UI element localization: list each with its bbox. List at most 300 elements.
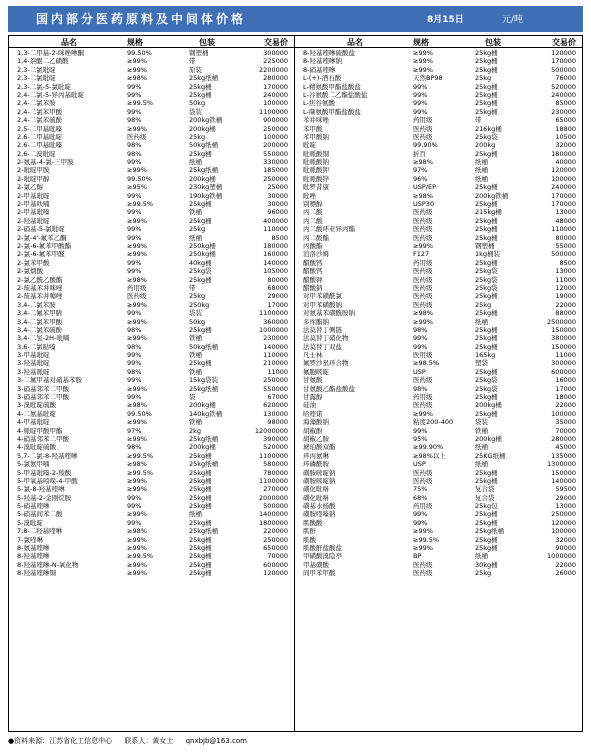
row-name: 琥珀酸双酯 (303, 443, 336, 452)
row-name: 8-羟基喹啉硫酸盐 (303, 49, 355, 57)
row-name: 2-氯乙醇 (17, 183, 43, 192)
row-spec: ≥99% (127, 569, 147, 578)
row-name: 2,4-二氯苯硫酚 (17, 116, 63, 125)
row-pack: 25kg桶 (189, 485, 212, 494)
table-row (295, 234, 582, 242)
row-spec: ≥99% (413, 544, 433, 553)
row-name: 多库酯钠 (303, 317, 329, 326)
row-name: 2-巯基苯并噻唑 (17, 292, 63, 301)
row-spec: ≥98% (127, 74, 147, 83)
table-row (295, 460, 582, 468)
row-pack: 25kg纸桶 (189, 460, 219, 469)
row-name: 醋酸钙 (303, 258, 323, 267)
row-name: 2,3-二氯吡啶 (17, 74, 56, 83)
table-row (295, 267, 582, 275)
row-pack: 25kg (189, 225, 206, 234)
table-row (9, 284, 294, 292)
row-price: 2500000 (547, 317, 576, 326)
row-spec: ≥99% (127, 65, 147, 74)
row-pack: 25kg袋 (475, 283, 498, 292)
table-row (295, 519, 582, 527)
row-price: 29000 (267, 292, 288, 301)
row-spec: 99% (127, 351, 142, 360)
row-name: 苯甲酸 (303, 124, 323, 133)
table-row (295, 410, 582, 418)
row-price: 45000 (555, 443, 576, 452)
table-row (295, 217, 582, 225)
row-price: 1100000 (259, 451, 288, 460)
table-row (9, 334, 294, 342)
row-price: 1100000 (259, 309, 288, 318)
table-row (295, 99, 582, 107)
row-name: 2-硝基-5-氯吡啶 (17, 225, 65, 234)
row-pack: 140kg铁桶 (189, 409, 223, 418)
row-name: 5,7-二氯-8-羟基喹啉 (17, 451, 78, 460)
row-spec: ≥99% (127, 241, 147, 250)
row-spec: 99% (413, 99, 428, 108)
row-pack: 2kg (189, 426, 202, 435)
row-name: 3-硝基邻苯二甲酸 (17, 384, 69, 393)
row-name: 泊洛沙姆 (303, 250, 329, 259)
row-spec: 99% (127, 258, 142, 267)
row-pack: 200kg桶 (189, 124, 216, 133)
row-spec: ≥99% (127, 250, 147, 259)
row-name: 8-氨基喹啉 (17, 544, 50, 553)
row-spec: 99% (413, 334, 428, 343)
row-spec: 99% (127, 267, 142, 276)
row-name: 2-甲基吡啶 (17, 191, 50, 200)
table-row (295, 74, 582, 82)
row-spec: ≥99.5% (413, 535, 440, 544)
table-row (9, 443, 294, 451)
row-pack: 25kg桶 (189, 535, 212, 544)
row-name: 丙二酸环亚异丙酯 (303, 225, 355, 234)
row-name: 2-氯乙酰乙酸酯 (17, 275, 63, 284)
row-name: 2,4-二氯-5-异丙基吡啶 (17, 90, 85, 99)
table-row (295, 527, 582, 535)
table-row (9, 536, 294, 544)
row-spec: ≥99% (413, 317, 433, 326)
row-price: 55000 (555, 241, 576, 250)
row-pack: 215kg桶 (475, 208, 502, 217)
table-row (295, 141, 582, 149)
table-row (295, 418, 582, 426)
row-price: 140000 (263, 342, 288, 351)
row-pack: 25kg桶 (475, 225, 498, 234)
row-spec: 粘度200-400 (413, 418, 454, 427)
table-row (295, 452, 582, 460)
table-row (295, 150, 582, 158)
table-row (9, 150, 294, 158)
table-row (9, 259, 294, 267)
row-spec: 97% (413, 166, 428, 175)
row-spec: 99% (127, 191, 142, 200)
row-name: L-谷氨酸二乙酯盐酸盐 (303, 90, 368, 99)
row-spec: 99% (127, 359, 142, 368)
table-row (295, 208, 582, 216)
row-name: 3,4-二氟苯甲腈 (17, 309, 63, 318)
row-spec: 医药级 (127, 132, 147, 141)
table-row (9, 368, 294, 376)
row-spec: ≥99.5% (127, 99, 154, 108)
row-price: 22000 (555, 560, 576, 569)
row-spec: 医药级 (413, 267, 433, 276)
row-spec: 药用级 (413, 393, 433, 402)
row-price: 2200000 (259, 65, 288, 74)
row-pack: 25kg桶 (189, 544, 212, 553)
row-spec: 95% (413, 434, 428, 443)
row-spec: 药用级 (127, 283, 147, 292)
row-price: 22000 (555, 300, 576, 309)
row-price: 380000 (551, 334, 576, 343)
row-name: 3,4-二氯苯甲酸 (17, 317, 63, 326)
row-name: 吡哌酸铜 (303, 149, 329, 158)
row-name: 1,3-二甲基-2-咪唑啉酮 (17, 49, 85, 57)
row-name: 3,6-二氯哒嗪 (17, 342, 56, 351)
row-price: 40000 (555, 158, 576, 167)
row-name: 甘露醇 (303, 393, 323, 402)
table-row (295, 49, 582, 57)
row-name: 2,6-二溴吡啶 (17, 149, 56, 158)
row-price: 13000 (555, 208, 576, 217)
row-spec: 99.90% (413, 141, 438, 150)
right-panel (295, 36, 582, 731)
row-name: 5-甲基吡嗪-2-羧酸 (17, 468, 72, 477)
table-row (295, 318, 582, 326)
row-pack: 25kg桶 (475, 292, 498, 301)
row-name: 吡罗昔康 (303, 183, 329, 192)
row-price: 250000 (263, 174, 288, 183)
row-spec: 98% (127, 367, 142, 376)
table-row (295, 192, 582, 200)
table-row (295, 477, 582, 485)
row-pack: 25kg桶 (189, 502, 212, 511)
table-row (295, 485, 582, 493)
row-spec: 医药级 (413, 233, 433, 242)
footer-contact: 联系人：黄女士 (124, 737, 174, 745)
row-pack: 纸桶 (475, 166, 488, 175)
row-pack: 25kg包 (475, 502, 498, 511)
row-pack: 铁桶 (475, 426, 488, 435)
table-row (295, 91, 582, 99)
row-price: 180000 (551, 149, 576, 158)
row-spec: 医药级 (413, 300, 433, 309)
row-pack: 复合袋 (475, 485, 495, 494)
row-pack: 200kg桶 (189, 443, 216, 452)
row-name: 3,4-二氢-2H-吡喃 (17, 334, 70, 343)
table-row (295, 552, 582, 560)
row-price: 135000 (551, 451, 576, 460)
row-pack: 25kg桶 (189, 359, 212, 368)
row-price: 200000 (263, 141, 288, 150)
row-pack: 25kg (189, 132, 206, 141)
row-price: 500000 (551, 250, 576, 259)
row-name: 环磷酰胺 (303, 460, 329, 469)
row-pack: 25kg桶 (475, 510, 498, 519)
row-name: 2-氯-6-氟苯甲酸酯 (17, 241, 72, 250)
row-pack: 200kg桶 (475, 401, 502, 410)
row-price: 520000 (263, 443, 288, 452)
table-row (295, 200, 582, 208)
row-name: 甘氨酸 (303, 376, 323, 385)
row-price: 11000 (555, 351, 576, 360)
row-spec: ≥99.5% (127, 200, 154, 209)
row-price: 280000 (263, 74, 288, 83)
row-pack: 25kg桶 (189, 325, 212, 334)
row-price: 2000000 (259, 493, 288, 502)
row-price: 550000 (263, 384, 288, 393)
table-row (9, 116, 294, 124)
row-name: 醋酸钙 (303, 267, 323, 276)
row-price: 270000 (263, 485, 288, 494)
table-row (295, 225, 582, 233)
table-row (9, 343, 294, 351)
row-name: L-(+)-酒石酸 (303, 74, 342, 83)
row-spec: 96% (413, 174, 428, 183)
table-row (9, 427, 294, 435)
row-pack: 250kg桶 (189, 241, 216, 250)
row-name: 对甲苯磺酰氯 (303, 292, 342, 301)
row-name: 海藻酸钠 (303, 418, 329, 427)
table-row (295, 435, 582, 443)
row-price: 80000 (555, 233, 576, 242)
row-pack: 25kg纸桶 (189, 74, 219, 83)
table-row (295, 494, 582, 502)
row-spec: ≥99% (127, 485, 147, 494)
row-spec: 医药级 (413, 216, 433, 225)
row-name: 2-巯基苯并咪唑 (17, 283, 63, 292)
row-spec: ≥99% (127, 124, 147, 133)
row-name: 4-甲基吡啶 (17, 418, 50, 427)
table-row (9, 435, 294, 443)
row-spec: 医药级 (413, 283, 433, 292)
table-row (9, 133, 294, 141)
row-spec: 98% (127, 116, 142, 125)
row-price: 8500 (559, 258, 576, 267)
row-spec: 99% (413, 518, 428, 527)
row-pack: 25kg桶 (475, 57, 498, 66)
table-row (9, 485, 294, 493)
row-pack: 袋装 (189, 107, 202, 116)
row-pack: 纸桶 (475, 174, 488, 183)
row-price: 120000 (551, 49, 576, 57)
row-pack: 25kg桶 (475, 468, 498, 477)
row-spec: F127 (413, 250, 430, 259)
row-spec: ≥98% (127, 460, 147, 469)
row-price: 29000 (555, 493, 576, 502)
row-pack: 铁桶 (189, 351, 202, 360)
table-row (295, 166, 582, 174)
row-price: 390000 (263, 434, 288, 443)
row-pack: 200kg桶 (475, 434, 502, 443)
table-row (295, 326, 582, 334)
row-name: 2-氨基-4-氯-三甲胺 (17, 158, 74, 167)
row-pack: 铁桶 (189, 367, 202, 376)
row-name: 胡椒酚 (303, 426, 323, 435)
row-pack: 25kg桶 (189, 552, 212, 561)
row-spec: ≥98.5% (413, 359, 440, 368)
row-spec: 99% (413, 107, 428, 116)
row-spec: 药用级 (413, 502, 433, 511)
row-pack: 50kg纸桶 (189, 342, 219, 351)
header-price: 交易价 (264, 38, 288, 47)
row-price: 70000 (555, 426, 576, 435)
row-name: 7-氯喹啉 (17, 535, 43, 544)
table-row (295, 57, 582, 65)
table-row (295, 276, 582, 284)
row-price: 780000 (263, 468, 288, 477)
table-row (9, 452, 294, 460)
table-row (9, 183, 294, 191)
page-footer (8, 736, 257, 746)
row-price: 170000 (551, 200, 576, 209)
row-price: 120000 (551, 166, 576, 175)
row-pack: 25kg桶 (189, 468, 212, 477)
row-price: 600000 (263, 560, 288, 569)
row-name: 3-羟基吡啶 (17, 359, 50, 368)
row-pack: 25kg桶 (475, 518, 498, 527)
table-row (9, 99, 294, 107)
row-price: 240000 (551, 183, 576, 192)
row-pack: 50kg (189, 317, 206, 326)
table-row (295, 125, 582, 133)
row-spec: 99% (127, 233, 142, 242)
row-name: 苯甲酸钠 (303, 132, 329, 141)
row-price: 30000 (267, 191, 288, 200)
row-spec: 99% (127, 208, 142, 217)
table-row (9, 83, 294, 91)
row-name: 4-溴吡啶硫酸 (17, 443, 56, 452)
row-pack: 复合袋 (475, 493, 495, 502)
table-row (295, 250, 582, 258)
row-price: 17000 (555, 384, 576, 393)
table-row (295, 343, 582, 351)
row-spec: ≥98% (127, 275, 147, 284)
row-price: 400000 (263, 216, 288, 225)
row-price: 620000 (263, 401, 288, 410)
row-pack: 25kg袋 (475, 384, 498, 393)
row-price: 580000 (263, 460, 288, 469)
row-spec: ≥98% (413, 191, 433, 200)
page-title: 国内部分医药原料及中间体价格 (36, 12, 247, 26)
table-row (295, 83, 582, 91)
row-price: 18800 (555, 124, 576, 133)
row-pack: 带 (189, 57, 196, 66)
row-price: 280000 (551, 434, 576, 443)
row-spec: ≥99% (127, 510, 147, 519)
table-row (9, 217, 294, 225)
row-name: 3,4-二氯苯硫酚 (17, 325, 63, 334)
row-pack: 200kg (475, 141, 496, 150)
row-spec: ≥99% (127, 216, 147, 225)
row-price: 225000 (263, 57, 288, 66)
row-pack: 25kg桶 (189, 518, 212, 527)
header-name: 品名 (347, 38, 363, 47)
row-name: 2-氯烟酸 (17, 267, 43, 276)
row-name: 4-二氨基吡啶 (17, 409, 56, 418)
table-row (9, 200, 294, 208)
row-name: 法莫替丁侧链 (303, 325, 342, 334)
row-spec: 98% (127, 342, 142, 351)
row-name: 醋酸钠 (303, 283, 323, 292)
row-pack: 25kg桶 (189, 493, 212, 502)
right-rows (295, 49, 582, 578)
row-price: 10500 (555, 132, 576, 141)
row-name: 甲磺酸溴隐亭 (303, 552, 342, 561)
row-name: L-缬氨酸甲酯盐酸盐 (303, 107, 361, 116)
row-price: 600000 (551, 367, 576, 376)
row-pack: 25kg桶 (475, 367, 498, 376)
table-row (9, 393, 294, 401)
table-row (295, 376, 582, 384)
row-spec: ≥99% (127, 544, 147, 553)
row-spec: ≥99% (413, 409, 433, 418)
row-pack: 25kg纸桶 (189, 166, 219, 175)
row-pack: 塑袋 (475, 359, 488, 368)
table-row (295, 334, 582, 342)
row-price: 500000 (263, 502, 288, 511)
row-price: 65000 (555, 116, 576, 125)
row-pack: 纸桶 (475, 158, 488, 167)
row-spec: ≥99.5% (127, 552, 154, 561)
row-price: 1100000 (259, 107, 288, 116)
table-row (9, 418, 294, 426)
row-spec: USP (413, 460, 426, 469)
table-row (9, 292, 294, 300)
row-name: 2-氯-4'-氟苯乙酮 (17, 233, 67, 242)
row-pack: 25kg纸桶 (475, 527, 505, 536)
row-pack: 铁桶 (189, 208, 202, 217)
row-name: 3-甲基吡啶 (17, 351, 50, 360)
row-price: 67000 (267, 393, 288, 402)
row-spec: ≥98% (413, 309, 433, 318)
row-name: 吡哌酸锌 (303, 174, 329, 183)
table-row (295, 569, 582, 577)
row-name: 2,3-二氯-5-氯吡啶 (17, 82, 72, 91)
row-name: 硅油 (303, 401, 316, 410)
row-price: 650000 (263, 544, 288, 553)
row-spec: 医药级 (413, 569, 433, 578)
row-pack: 250kg (189, 300, 210, 309)
row-spec: 医药级 (413, 560, 433, 569)
row-price: 88000 (555, 309, 576, 318)
row-price: 185000 (263, 166, 288, 175)
row-price: 100000 (551, 409, 576, 418)
row-pack: 25kg桶 (475, 476, 498, 485)
row-price: 11000 (267, 367, 288, 376)
row-pack: 带 (189, 283, 196, 292)
row-name: L-精氨酸甲酯盐酸盐 (303, 82, 361, 91)
row-pack: 25kg桶 (475, 325, 498, 334)
row-pack: 纸桶 (475, 460, 488, 469)
row-pack: 25kg纸桶 (189, 527, 219, 536)
row-spec: 98% (127, 141, 142, 150)
row-pack: 15kg袋装 (189, 376, 219, 385)
row-spec: ≥99% (127, 300, 147, 309)
row-price: 35000 (555, 418, 576, 427)
row-pack: 25kg (475, 569, 492, 578)
row-spec: ≥99% (127, 57, 147, 66)
row-name: 8-羟基喹啉铜 (17, 569, 56, 578)
page-header (8, 6, 583, 32)
table-row (295, 108, 582, 116)
table-row (295, 309, 582, 317)
row-pack: 纸桶 (189, 233, 202, 242)
row-spec: 药用级 (413, 116, 433, 125)
row-pack: 25kg桶 (189, 560, 212, 569)
row-spec: 医药级 (413, 476, 433, 485)
row-spec: ≥99% (127, 317, 147, 326)
